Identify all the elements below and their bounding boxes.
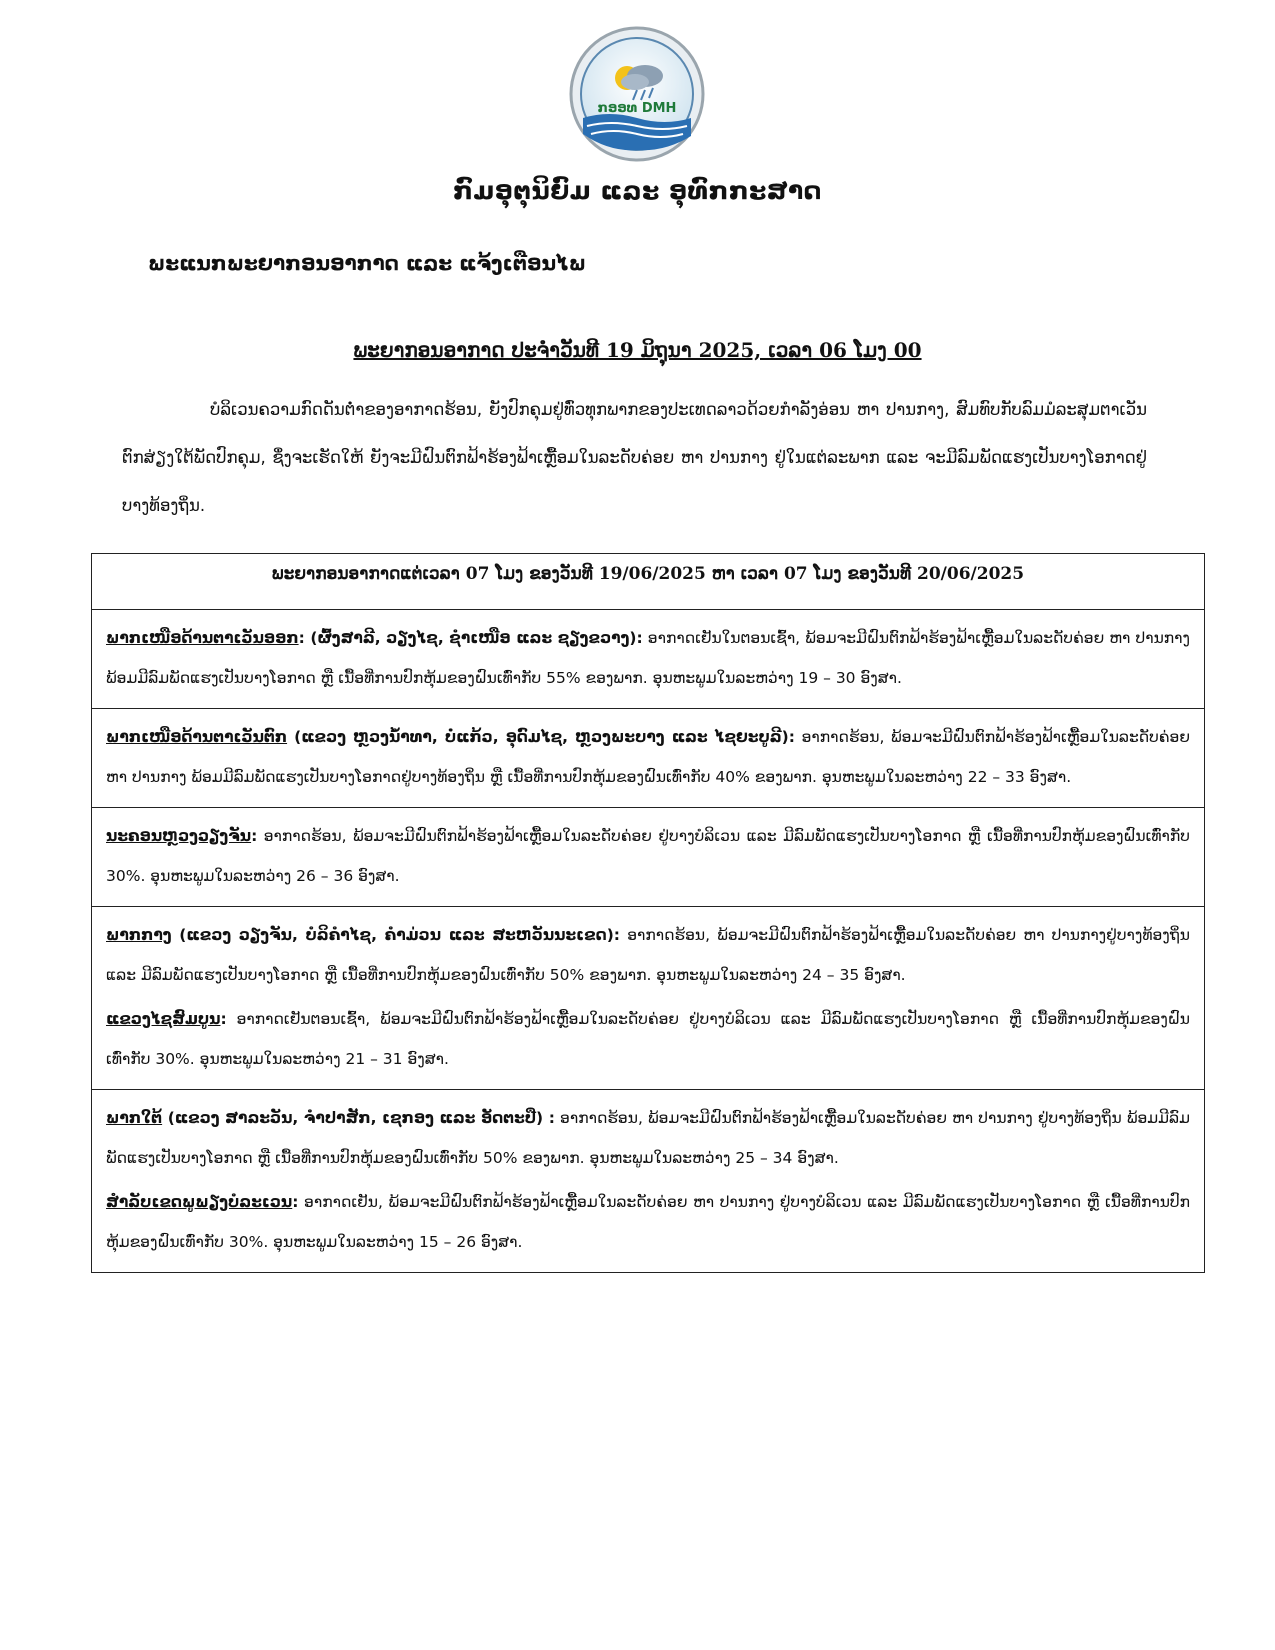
region-text: ອາກາດເຢັນໃນຕອນເຊົ້າ, ພ້ອມຈະມີຝົນຕົກຟ້າຮ້ອງຟ້າເຫຼື້ອມໃນລະດັບຄ່ອຍ ຫາ ປານກາງ ພ້ອມມີລົມພັດແຮງເປັນບາງໂອກາດ ຫຼື ເນື້ອທີ່ການປົກຫຸ້ມຂອງຝົນເທົ່າກັບ 55% ຂອງພາກ. ອຸນຫະພູມໃນລະຫວ່າງ 19 – 30 ອົງສາ. [106,629,1190,687]
forecast-summary: ບໍລິເວນຄວາມກົດດັນຕ່ຳຂອງອາກາດຮ້ອນ, ຍັງປົກຄຸມຢູ່ທົ່ວທຸກພາກຂອງປະເທດລາວດ້ວຍກຳລັງອ່ອນ ຫາ ປານກາງ, ສົມທົບກັບລົມມໍລະສຸມຕາເວັນຕົກສ່ຽງໃຕ້ພັດປົກຄຸມ, ຊຶ່ງຈະເຮັດໃຫ້ ຍັງຈະມີຝົນຕົກຟ້າຮ້ອງຟ້າເຫຼື້ອມໃນລະດັບຄ່ອຍ ຫາ ປານກາງ ຢູ່ໃນແຕ່ລະພາກ ແລະ ຈະມີລົມພັດແຮງເປັນບາງໂອກາດຢູ່ບາງທ້ອງຖິ່ນ. [122,400,1147,515]
region-paragraph [106,717,1190,797]
subregion-text: ອາກາດເຢັນຕອນເຊົ້າ, ພ້ອມຈະມີຝົນຕົກຟ້າຮ້ອງຟ້າເຫຼື້ອມໃນລະດັບຄ່ອຍ ຢູ່ບາງບໍລິເວນ ແລະ ມີລົມພັດແຮງເປັນບາງໂອກາດ ຫຼື ເນື້ອທີ່ການປົກຫຸ້ມຂອງຝົນເທົ່າກັບ 30%. ອຸນຫະພູມໃນລະຫວ່າງ 21 – 31 ອົງສາ. [106,1010,1190,1068]
region-paragraph [106,1098,1190,1178]
subregion-provinces: : [292,1193,299,1211]
region-name: ພາກເໜືອດ້ານຕາເວັນຕົກ [106,728,288,746]
subregion-paragraph [106,1182,1190,1262]
region-name: ພາກກາງ [106,926,172,944]
region-south [92,1090,1204,1272]
region-name: ນະຄອນຫຼວງວຽງຈັນ [106,827,252,845]
region-paragraph [106,816,1190,896]
region-text: ອາກາດຮ້ອນ, ພ້ອມຈະມີຝົນຕົກຟ້າຮ້ອງຟ້າເຫຼື້ອມໃນລະດັບຄ່ອຍ ຫາ ປານກາງ ຢູ່ບາງທ້ອງຖິ່ນ ພ້ອມມີລົມພັດແຮງເປັນບາງໂອກາດ ຫຼື ເນື້ອທີ່ການປົກຫຸ້ມຂອງຝົນເທົ່າກັບ 50% ຂອງພາກ. ອຸນຫະພູມໃນລະຫວ່າງ 25 – 34 ອົງສາ. [106,1109,1190,1167]
region-paragraph [106,618,1190,698]
region-text: ອາກາດຮ້ອນ, ພ້ອມຈະມີຝົນຕົກຟ້າຮ້ອງຟ້າເຫຼື້ອມໃນລະດັບຄ່ອຍ ຫາ ປານກາງຢູ່ບາງທ້ອງຖິ່ນ ແລະ ມີລົມພັດແຮງເປັນບາງໂອກາດ ຫຼື ເນື້ອທີ່ການປົກຫຸ້ມຂອງຝົນເທົ່າກັບ 50% ຂອງພາກ. ອຸນຫະພູມໃນລະຫວ່າງ 24 – 35 ອົງສາ. [106,926,1190,984]
dmh-logo [569,26,705,162]
region-text: ອາກາດຮ້ອນ, ພ້ອມຈະມີຝົນຕົກຟ້າຮ້ອງຟ້າເຫຼື້ອມໃນລະດັບຄ່ອຍ ຫາ ປານກາງ ພ້ອມມີລົມພັດແຮງເປັນບາງໂອກາດຢູ່ບາງທ້ອງຖິ່ນ ຫຼື ເນື້ອທີ່ການປົກຫຸ້ມຂອງຝົນເທົ່າກັບ 40% ຂອງພາກ. ອຸນຫະພູມໃນລະຫວ່າງ 22 – 33 ອົງສາ. [106,728,1190,786]
dmh-logo-icon [569,26,705,162]
table-header: ພະຍາກອນອາກາດແຕ່ເວລາ 07 ໂມງ ຂອງວັນທີ 19/06/2025 ຫາ ເວລາ 07 ໂມງ ຂອງວັນທີ 20/06/2025 [92,554,1204,610]
svg-text:ກອອທ DMH: ກອອທ DMH [597,101,677,116]
organization-title: ກົມອຸຕຸນິຍົມ ແລະ ອຸທົກກະສາດ [453,176,822,205]
region-provinces: : (ຜົ້ງສາລີ, ວຽງໄຊ, ຊຳເໜືອ ແລະ ຊຽງຂວາງ): [298,629,643,647]
region-northwest [92,709,1204,808]
region-provinces: (ແຂວງ ຫຼວງນ້ຳທາ, ບໍ່ແກ້ວ, ອຸດົມໄຊ, ຫຼວງພະບາງ ແລະ ໄຊຍະບູລີ): [287,728,795,746]
region-text: ອາກາດຮ້ອນ, ພ້ອມຈະມີຝົນຕົກຟ້າຮ້ອງຟ້າເຫຼື້ອມໃນລະດັບຄ່ອຍ ຢູ່ບາງບໍລິເວນ ແລະ ມີລົມພັດແຮງເປັນບາງໂອກາດ ຫຼື ເນື້ອທີ່ການປົກຫຸ້ມຂອງຝົນເທົ່າກັບ 30%. ອຸນຫະພູມໃນລະຫວ່າງ 26 – 36 ອົງສາ. [106,827,1190,885]
region-vientiane-capital [92,808,1204,907]
region-provinces: : [251,827,258,845]
forecast-title: ພະຍາກອນອາກາດ ປະຈຳວັນທີ 19 ມິຖຸນາ 2025, ເວລາ 06 ໂມງ 00 [353,338,922,362]
region-provinces: (ແຂວງ ວຽງຈັນ, ບໍລິຄຳໄຊ, ຄຳມ່ວນ ແລະ ສະຫວັນນະເຂດ): [171,926,620,944]
region-northeast [92,610,1204,709]
subregion-name: ແຂວງໄຊສົມບູນ [106,1010,221,1028]
region-paragraph [106,915,1190,995]
region-name: ພາກເໜືອດ້ານຕາເວັນອອກ [106,629,299,647]
subregion-name: ສຳລັບເຂດພູພຽງບໍລະເວນ [106,1193,293,1211]
department-title: ພະແນກພະຍາກອນອາກາດ ແລະ ແຈ້ງເຕືອນໄພ [148,251,587,275]
subregion-paragraph [106,999,1190,1079]
subregion-text: ອາກາດເຢັນ, ພ້ອມຈະມີຝົນຕົກຟ້າຮ້ອງຟ້າເຫຼື້ອມໃນລະດັບຄ່ອຍ ຫາ ປານກາງ ຢູ່ບາງບໍລິເວນ ແລະ ມີລົມພັດແຮງເປັນບາງໂອກາດ ຫຼື ເນື້ອທີ່ການປົກຫຸ້ມຂອງຝົນເທົ່າກັບ 30%. ອຸນຫະພູມໃນລະຫວ່າງ 15 – 26 ອົງສາ. [106,1193,1190,1251]
regional-forecast-table [91,553,1205,1273]
subregion-provinces: : [220,1010,227,1028]
region-provinces: (ແຂວງ ສາລະວັນ, ຈຳປາສັກ, ເຊກອງ ແລະ ອັດຕະປື) : [162,1109,555,1127]
region-central [92,907,1204,1090]
region-name: ພາກໃຕ້ [106,1109,163,1127]
